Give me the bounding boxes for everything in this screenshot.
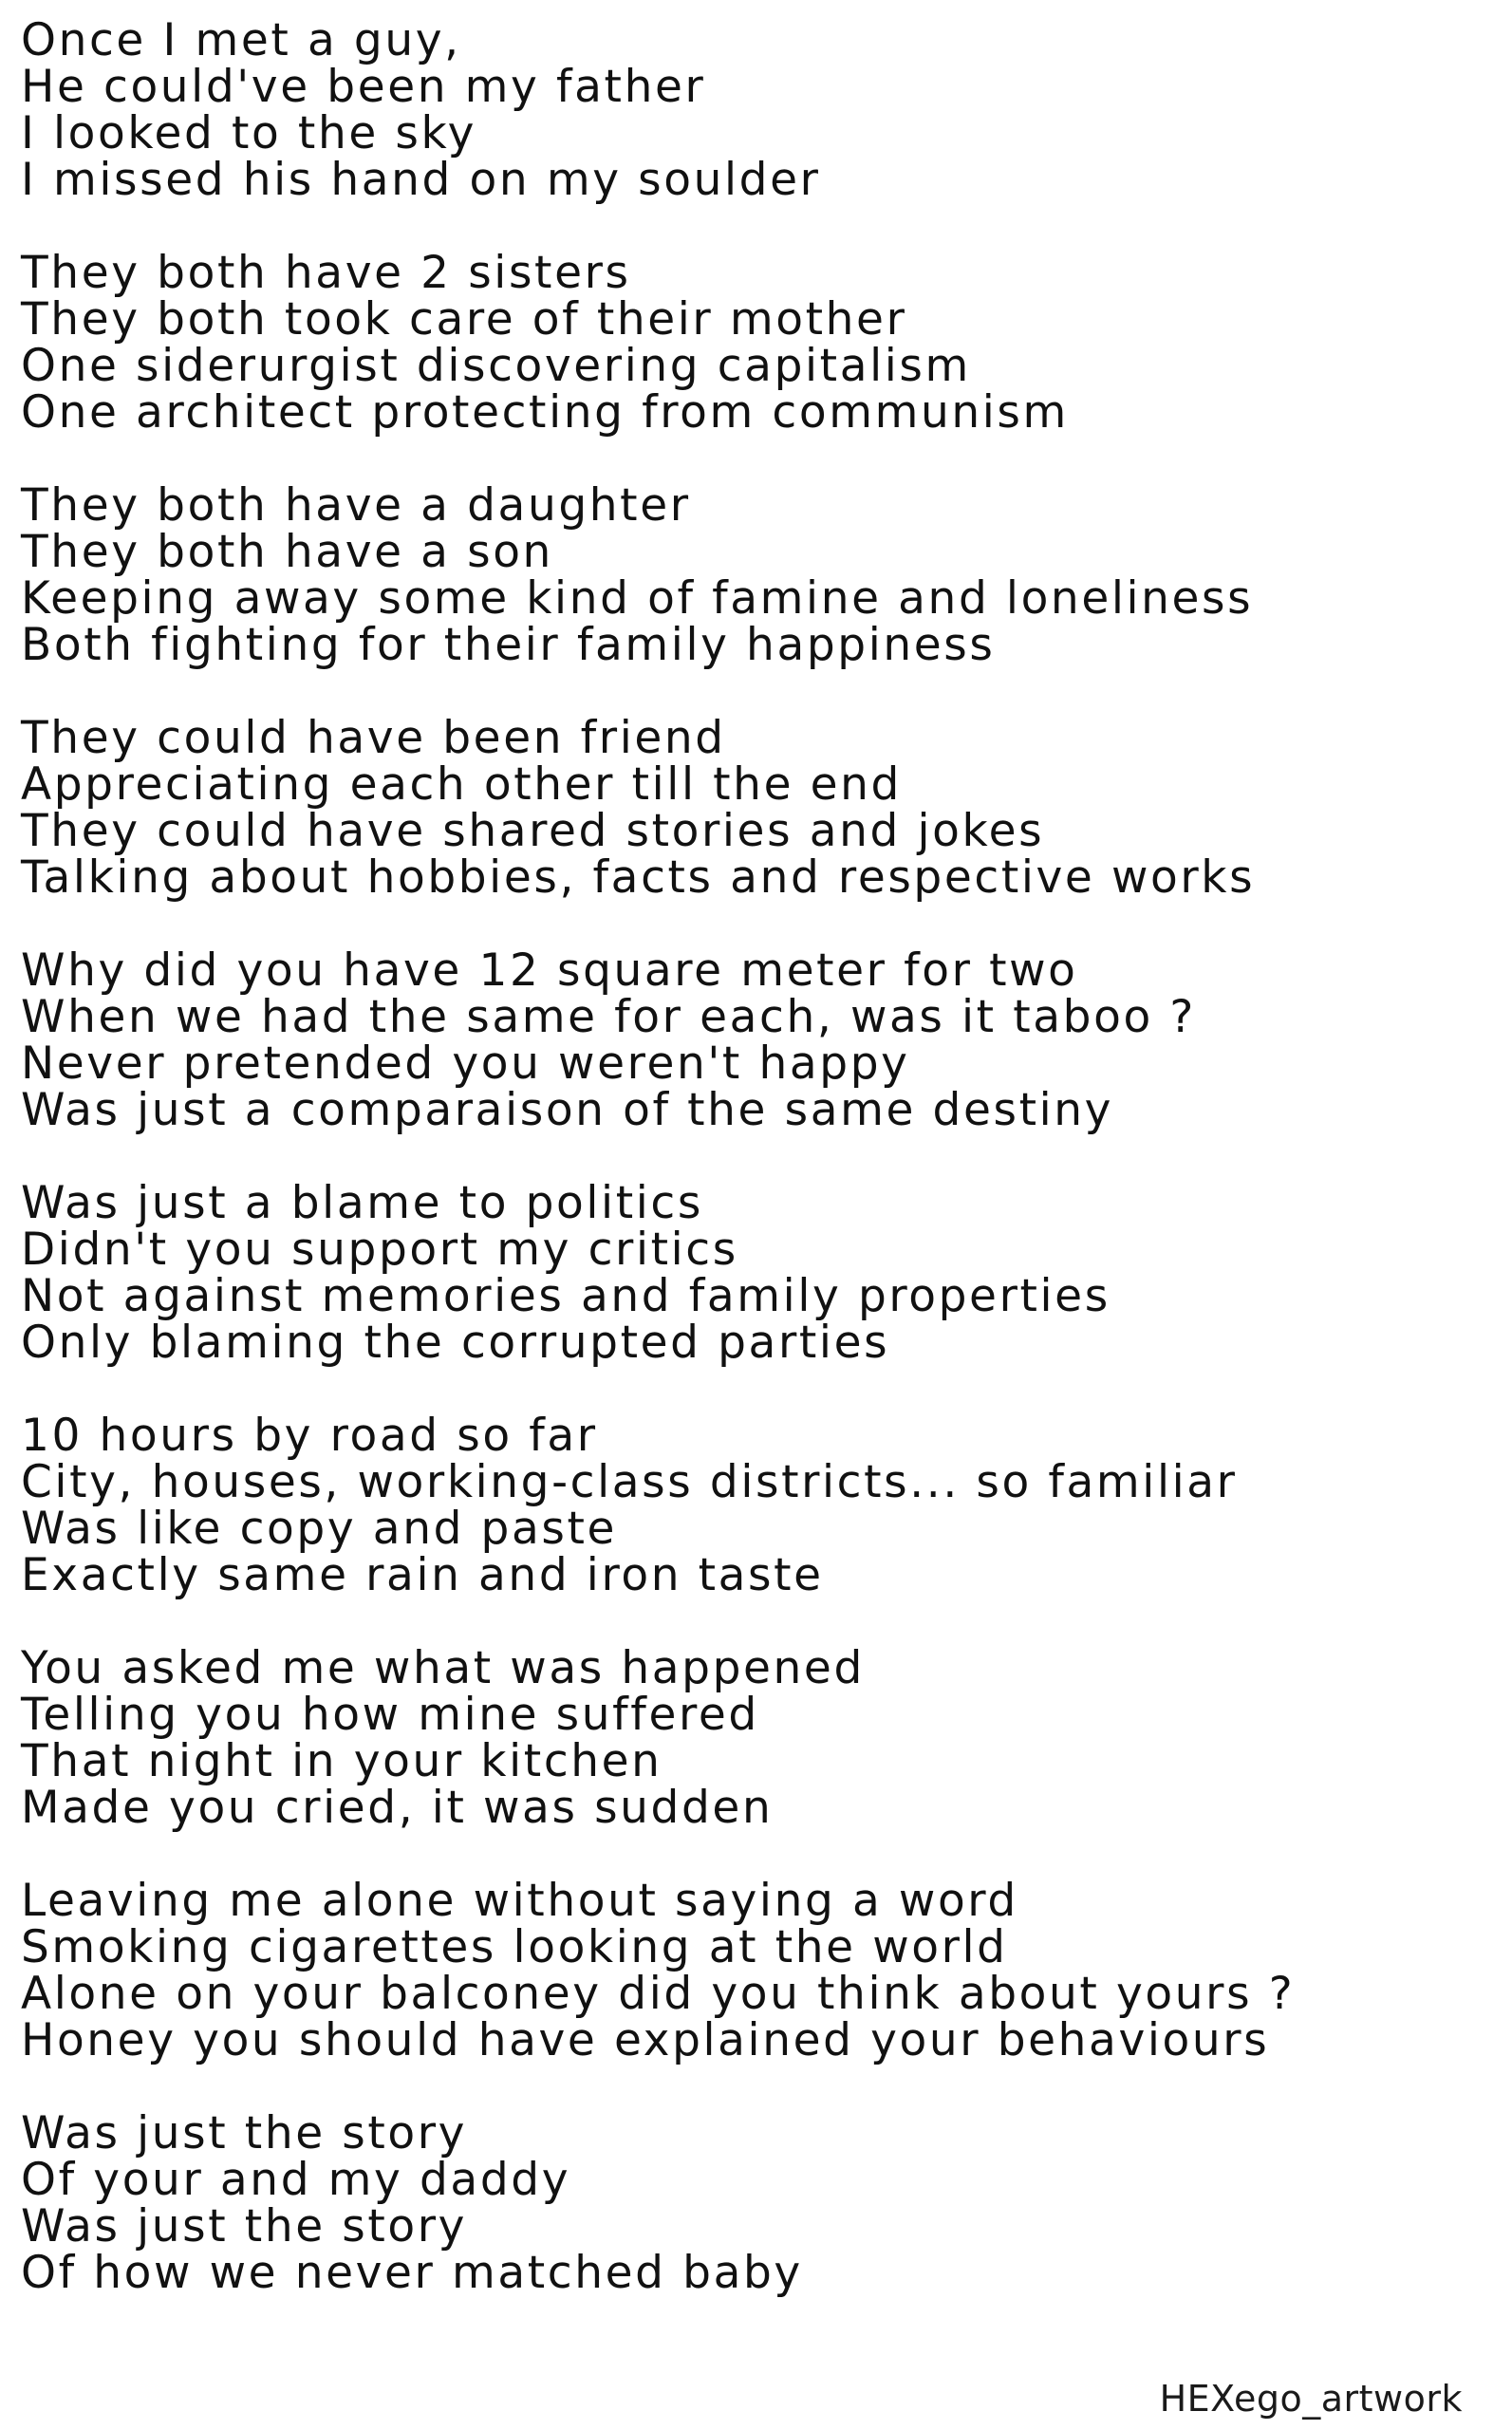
artist-signature: HEXego_artwork <box>1159 2378 1463 2420</box>
poem-line: Alone on your balconey did you think about yours ? <box>21 1968 1296 2020</box>
stanza-2 <box>21 247 1483 439</box>
poem-line: That night in your kitchen <box>21 1735 663 1787</box>
poem-line: Didn't you support my critics <box>21 1224 738 1276</box>
stanza-7 <box>21 1410 1483 1601</box>
poem-line: Of how we never matched baby <box>21 2247 803 2299</box>
poem-line: Once I met a guy, <box>21 14 461 66</box>
poem-line: They both have 2 sisters <box>21 247 631 299</box>
stanza-10 <box>21 2107 1483 2299</box>
poem-line: Was like copy and paste <box>21 1503 618 1555</box>
poem-line: Why did you have 12 square meter for two <box>21 944 1078 997</box>
poem-line: You asked me what was happened <box>21 1642 865 1694</box>
stanza-8 <box>21 1642 1483 1834</box>
stanza-1 <box>21 14 1483 206</box>
poem-line: They could have shared stories and jokes <box>21 805 1045 857</box>
poem-line: Made you cried, it was sudden <box>21 1782 774 1834</box>
stanza-9 <box>21 1875 1483 2066</box>
poem-line: Of your and my daddy <box>21 2154 571 2206</box>
poem-line: One siderurgist discovering capitalism <box>21 340 971 392</box>
poem-line: Smoking cigarettes looking at the world <box>21 1921 1008 1973</box>
poem-line: Exactly same rain and iron taste <box>21 1549 824 1601</box>
poem-line: Was just the story <box>21 2107 468 2159</box>
stanza-3 <box>21 479 1483 671</box>
poem-line: Never pretended you weren't happy <box>21 1037 910 1090</box>
poem-line: 10 hours by road so far <box>21 1410 598 1462</box>
poem-line: Was just the story <box>21 2200 468 2252</box>
poem-line: I looked to the sky <box>21 107 477 159</box>
poem-line: He could've been my father <box>21 61 706 113</box>
poem-line: They both have a son <box>21 526 553 578</box>
poem-line: They both have a daughter <box>21 479 691 532</box>
poem-body <box>21 14 1483 2343</box>
poem-line: I missed his hand on my soulder <box>21 154 821 206</box>
poem-line: They could have been friend <box>21 712 726 764</box>
stanza-5 <box>21 944 1483 1136</box>
poem-line: Only blaming the corrupted parties <box>21 1317 890 1369</box>
poem-line: Talking about hobbies, facts and respective works <box>21 851 1256 904</box>
stanza-4 <box>21 712 1483 904</box>
poem-line: When we had the same for each, was it taboo ? <box>21 991 1196 1043</box>
poem-line: Both fighting for their family happiness <box>21 619 996 671</box>
poem-line: Was just a comparaison of the same destiny <box>21 1084 1114 1136</box>
poem-line: Appreciating each other till the end <box>21 758 902 811</box>
poem-line: Leaving me alone without saying a word <box>21 1875 1018 1927</box>
poem-line: City, houses, working-class districts... so familiar <box>21 1456 1238 1508</box>
poem-line: Not against memories and family properties <box>21 1270 1111 1322</box>
poem-line: Keeping away some kind of famine and loneliness <box>21 572 1254 625</box>
poem-line: Was just a blame to politics <box>21 1177 703 1229</box>
poem-line: One architect protecting from communism <box>21 386 1069 439</box>
poem-line: Honey you should have explained your behaviours <box>21 2014 1270 2066</box>
stanza-6 <box>21 1177 1483 1369</box>
poem-line: Telling you how mine suffered <box>21 1689 759 1741</box>
poem-line: They both took care of their mother <box>21 293 907 346</box>
